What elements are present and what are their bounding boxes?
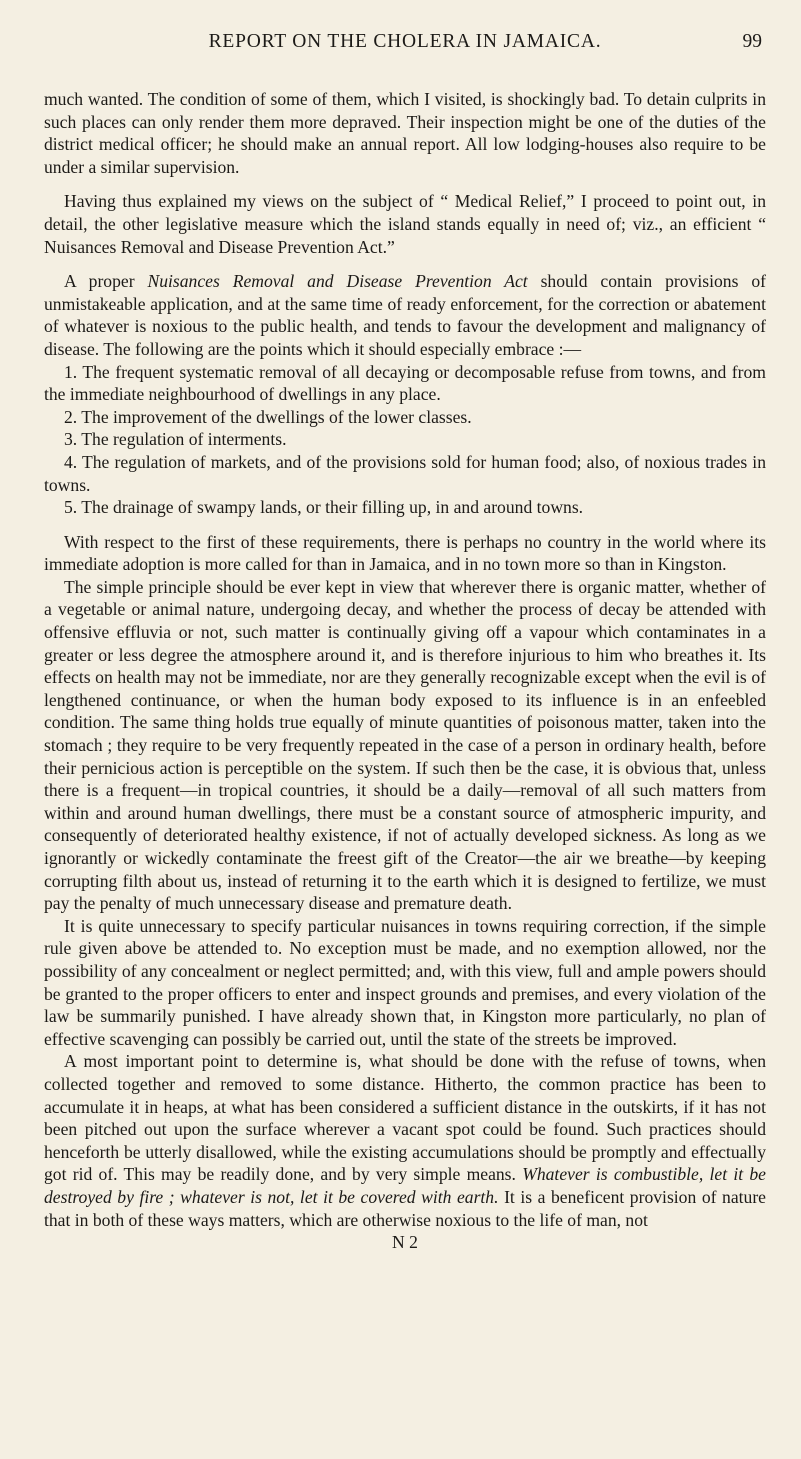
list-item-2: 2. The improvement of the dwellings of the lower classes. [64,406,472,427]
paragraph-nuisances-act [44,270,766,360]
italic-rule: Whatever is combustible, let it be destroyed by fire ; whatever is not, let it be covered with earth. [44,1164,766,1207]
list-item-4: 4. The regulation of markets, and of the provisions sold for human food; also, of noxious trades in towns. [44,451,766,495]
list-item-1: 1. The frequent systematic removal of all decaying or decomposable refuse from towns, and from the immediate neighbourhood of dwellings in any place. [44,361,766,405]
paragraph-continuation: much wanted. The condition of some of them, which I visited, is shockingly bad. To detain culprits in such places can only render them more depraved. Their inspection might be one of the duties of the district medical officer; he should make an annual report. All low lodging-houses also require to be under a similar supervision. [44,89,766,177]
signature-mark: N 2 [392,1232,418,1253]
list-item-3: 3. The regulation of interments. [64,429,287,450]
page-number: 99 [742,31,762,52]
paragraph-medical-relief: Having thus explained my views on the subject of “ Medical Relief,” I proceed to point out, in detail, the other legislative measure which the island stands equally in need of; viz., an efficient “ Nuisances Removal and Disease Prevention Act.” [44,191,766,257]
paragraph-text: It is a beneficent provision of nature that in both of these ways matters, which are otherwise noxious to the life of man, not [44,1186,766,1230]
paragraph-refuse-disposal [44,1050,766,1231]
paragraph-first-requirement: With respect to the first of these requirements, there is perhaps no country in the world where its immediate adoption is more called for than in Jamaica, and in no town more so than in Kingston. [44,531,766,575]
paragraph-nuisances-towns: It is quite unnecessary to specify particular nuisances in towns requiring correction, if the simple rule given above be attended to. No exception must be made, and no exemption allowed, nor the possibility of any concealment or neglect permitted; and, with this view, full and ample powers should be granted to the proper officers to enter and inspect grounds and premises, and every violation of the law be summarily punished. I have already shown that, in Kingston more particularly, no plan of effective scavenging can possibly be carried out, until the state of the streets be improved. [44,915,766,1049]
paragraph-text: should contain provisions of unmistakeable application, and at the same time of ready enforcement, for the correction or abatement of whatever is noxious to the public health, and tends to favour the development and malignancy of disease. The following are the points which it should especially embrace :— [44,271,766,359]
header-title: REPORT ON THE CHOLERA IN JAMAICA. [208,31,602,52]
list-item-5: 5. The drainage of swampy lands, or their filling up, in and around towns. [64,497,584,518]
paragraph-organic-matter: The simple principle should be ever kept in view that wherever there is organic matter, whether of a vegetable or animal nature, undergoing decay, and whether the process of decay be attended with offensive effluvia or not, such matter is continually giving off a vapour which contaminates in a greater or less degree the atmosphere around it, and is therefore injurious to him who breathes it. Its effects on health may not be immediate, nor are they generally recognizable except when the evil is of lengthened continuance, or when the human body exposed to its influence is in an enfeebled condition. The same thing holds true equally of minute quantities of poisonous matter, taken into the stomach ; they require to be very frequently repeated in the case of a person in ordinary health, before their pernicious action is perceptible on the system. If such then be the case, it is obvious that, unless there is a frequent—in tropical countries, it should be a daily—removal of all such matters from within and around human dwellings, there must be a constant source of atmospheric impurity, and consequently of deteriorated healthy existence, if not of actually developed sickness. As long as we ignorantly or wickedly contaminate the freest gift of the Creator—the air we breathe—by keeping corrupting filth about us, instead of returning it to the earth which it is designed to fertilize, we must pay the penalty of much unnecessary disease and premature death. [44,576,766,914]
paragraph-text: A most important point to determine is, what should be done with the refuse of towns, when collected together and removed to some distance. Hitherto, the common practice has been to accumulate it in heaps, at what has been considered a sufficient distance in the outskirts, if it has not been pitched out upon the surface wherever a vacant spot could be found. Such practices should henceforth be utterly disallowed, while the existing accumulations should be promptly and effectually got rid of. This may be readily done, and by very simple means. [44,1051,766,1185]
paragraph-text: A proper [64,271,148,292]
document-page [44,30,766,1450]
running-header [44,30,766,64]
italic-act-title: Nuisances Removal and Disease Prevention Act [147,271,528,292]
